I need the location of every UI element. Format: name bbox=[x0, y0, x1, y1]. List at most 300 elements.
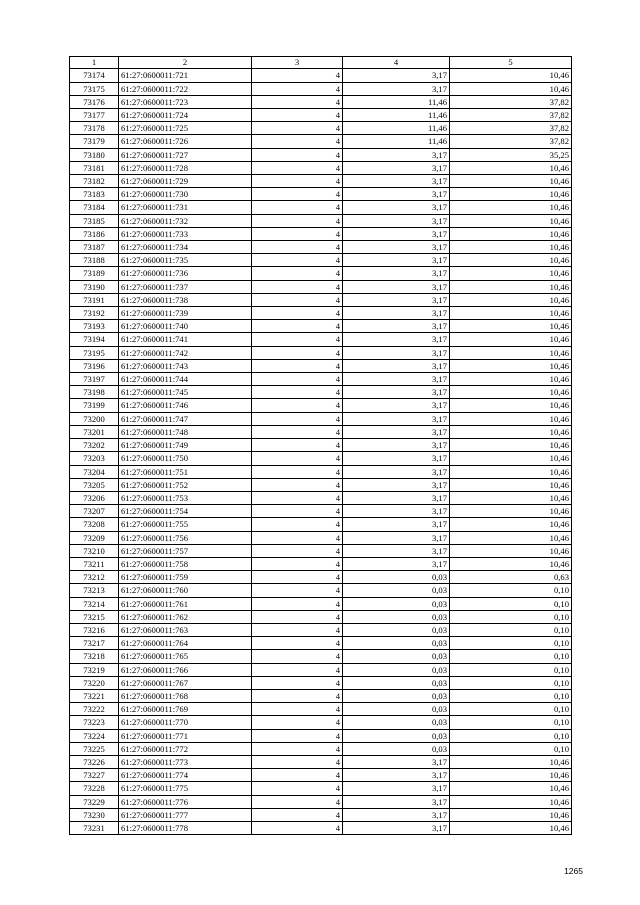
column-3-cell: 4 bbox=[252, 307, 343, 320]
column-4-cell: 0,03 bbox=[343, 663, 450, 676]
column-4-cell: 3,17 bbox=[343, 280, 450, 293]
table-row bbox=[70, 544, 572, 557]
column-5-cell: 10,46 bbox=[450, 505, 572, 518]
cadastral-number-cell: 61:27:0600011:775 bbox=[119, 782, 252, 795]
cadastral-number-cell: 61:27:0600011:769 bbox=[119, 703, 252, 716]
column-3-cell: 4 bbox=[252, 742, 343, 755]
row-number-cell: 73178 bbox=[70, 122, 119, 135]
row-number-cell: 73229 bbox=[70, 795, 119, 808]
row-number-cell: 73209 bbox=[70, 531, 119, 544]
cadastral-number-cell: 61:27:0600011:756 bbox=[119, 531, 252, 544]
table-row bbox=[70, 505, 572, 518]
column-5-cell: 10,46 bbox=[450, 373, 572, 386]
cadastral-number-cell: 61:27:0600011:760 bbox=[119, 584, 252, 597]
column-4-cell: 3,17 bbox=[343, 491, 450, 504]
column-5-cell: 10,46 bbox=[450, 267, 572, 280]
column-4-cell: 11,46 bbox=[343, 109, 450, 122]
cadastral-number-cell: 61:27:0600011:773 bbox=[119, 755, 252, 768]
row-number-cell: 73207 bbox=[70, 505, 119, 518]
column-4-cell: 0,03 bbox=[343, 703, 450, 716]
table-row bbox=[70, 175, 572, 188]
column-3-cell: 4 bbox=[252, 676, 343, 689]
table-row bbox=[70, 412, 572, 425]
column-5-cell: 10,46 bbox=[450, 557, 572, 570]
column-5-cell: 0,10 bbox=[450, 597, 572, 610]
table-row bbox=[70, 808, 572, 821]
table-row bbox=[70, 346, 572, 359]
row-number-cell: 73188 bbox=[70, 254, 119, 267]
table-row bbox=[70, 439, 572, 452]
row-number-cell: 73227 bbox=[70, 769, 119, 782]
column-5-cell: 10,46 bbox=[450, 346, 572, 359]
column-4-cell: 0,03 bbox=[343, 676, 450, 689]
column-header: 4 bbox=[343, 57, 450, 69]
table-row bbox=[70, 689, 572, 702]
column-5-cell: 10,46 bbox=[450, 465, 572, 478]
column-3-cell: 4 bbox=[252, 69, 343, 82]
table-row bbox=[70, 95, 572, 108]
column-5-cell: 10,46 bbox=[450, 755, 572, 768]
column-5-cell: 0,10 bbox=[450, 663, 572, 676]
column-5-cell: 37,82 bbox=[450, 135, 572, 148]
table-row bbox=[70, 755, 572, 768]
table-row bbox=[70, 491, 572, 504]
column-5-cell: 0,10 bbox=[450, 729, 572, 742]
row-number-cell: 73231 bbox=[70, 821, 119, 834]
row-number-cell: 73192 bbox=[70, 307, 119, 320]
cadastral-number-cell: 61:27:0600011:742 bbox=[119, 346, 252, 359]
column-5-cell: 37,82 bbox=[450, 109, 572, 122]
column-5-cell: 10,46 bbox=[450, 254, 572, 267]
column-4-cell: 3,17 bbox=[343, 241, 450, 254]
column-5-cell: 10,46 bbox=[450, 241, 572, 254]
cadastral-number-cell: 61:27:0600011:730 bbox=[119, 188, 252, 201]
cadastral-number-cell: 61:27:0600011:764 bbox=[119, 637, 252, 650]
row-number-cell: 73211 bbox=[70, 557, 119, 570]
table-row bbox=[70, 716, 572, 729]
row-number-cell: 73202 bbox=[70, 439, 119, 452]
column-3-cell: 4 bbox=[252, 795, 343, 808]
cadastral-number-cell: 61:27:0600011:744 bbox=[119, 373, 252, 386]
cadastral-number-cell: 61:27:0600011:761 bbox=[119, 597, 252, 610]
row-number-cell: 73213 bbox=[70, 584, 119, 597]
cadastral-number-cell: 61:27:0600011:732 bbox=[119, 214, 252, 227]
column-5-cell: 10,46 bbox=[450, 293, 572, 306]
column-3-cell: 4 bbox=[252, 623, 343, 636]
table-row bbox=[70, 557, 572, 570]
cadastral-number-cell: 61:27:0600011:752 bbox=[119, 478, 252, 491]
column-5-cell: 37,82 bbox=[450, 122, 572, 135]
column-header: 5 bbox=[450, 57, 572, 69]
column-5-cell: 0,63 bbox=[450, 571, 572, 584]
column-3-cell: 4 bbox=[252, 254, 343, 267]
table-row bbox=[70, 359, 572, 372]
column-4-cell: 3,17 bbox=[343, 267, 450, 280]
column-5-cell: 0,10 bbox=[450, 716, 572, 729]
row-number-cell: 73203 bbox=[70, 452, 119, 465]
table-row bbox=[70, 333, 572, 346]
row-number-cell: 73217 bbox=[70, 637, 119, 650]
cadastral-number-cell: 61:27:0600011:762 bbox=[119, 610, 252, 623]
row-number-cell: 73175 bbox=[70, 82, 119, 95]
column-5-cell: 0,10 bbox=[450, 584, 572, 597]
column-3-cell: 4 bbox=[252, 346, 343, 359]
column-3-cell: 4 bbox=[252, 280, 343, 293]
column-5-cell: 10,46 bbox=[450, 333, 572, 346]
column-3-cell: 4 bbox=[252, 227, 343, 240]
cadastral-number-cell: 61:27:0600011:753 bbox=[119, 491, 252, 504]
column-3-cell: 4 bbox=[252, 82, 343, 95]
column-3-cell: 4 bbox=[252, 650, 343, 663]
column-4-cell: 3,17 bbox=[343, 465, 450, 478]
column-5-cell: 10,46 bbox=[450, 175, 572, 188]
column-4-cell: 0,03 bbox=[343, 571, 450, 584]
column-5-cell: 10,46 bbox=[450, 795, 572, 808]
column-3-cell: 4 bbox=[252, 637, 343, 650]
column-5-cell: 10,46 bbox=[450, 82, 572, 95]
cadastral-number-cell: 61:27:0600011:777 bbox=[119, 808, 252, 821]
column-4-cell: 3,17 bbox=[343, 425, 450, 438]
column-4-cell: 3,17 bbox=[343, 320, 450, 333]
cadastral-number-cell: 61:27:0600011:727 bbox=[119, 148, 252, 161]
column-5-cell: 10,46 bbox=[450, 161, 572, 174]
column-4-cell: 3,17 bbox=[343, 373, 450, 386]
table-row bbox=[70, 597, 572, 610]
column-4-cell: 0,03 bbox=[343, 729, 450, 742]
cadastral-number-cell: 61:27:0600011:747 bbox=[119, 412, 252, 425]
row-number-cell: 73199 bbox=[70, 399, 119, 412]
column-3-cell: 4 bbox=[252, 399, 343, 412]
table-row bbox=[70, 518, 572, 531]
column-3-cell: 4 bbox=[252, 439, 343, 452]
table-row bbox=[70, 241, 572, 254]
column-5-cell: 10,46 bbox=[450, 478, 572, 491]
column-3-cell: 4 bbox=[252, 452, 343, 465]
column-4-cell: 0,03 bbox=[343, 584, 450, 597]
column-5-cell: 0,10 bbox=[450, 623, 572, 636]
column-4-cell: 3,17 bbox=[343, 386, 450, 399]
table-row bbox=[70, 109, 572, 122]
row-number-cell: 73200 bbox=[70, 412, 119, 425]
column-3-cell: 4 bbox=[252, 373, 343, 386]
column-3-cell: 4 bbox=[252, 386, 343, 399]
column-5-cell: 10,46 bbox=[450, 227, 572, 240]
column-4-cell: 3,17 bbox=[343, 82, 450, 95]
table-row bbox=[70, 663, 572, 676]
cadastral-number-cell: 61:27:0600011:767 bbox=[119, 676, 252, 689]
cadastral-number-cell: 61:27:0600011:771 bbox=[119, 729, 252, 742]
row-number-cell: 73218 bbox=[70, 650, 119, 663]
column-4-cell: 3,17 bbox=[343, 293, 450, 306]
row-number-cell: 73210 bbox=[70, 544, 119, 557]
column-4-cell: 3,17 bbox=[343, 333, 450, 346]
column-5-cell: 0,10 bbox=[450, 676, 572, 689]
column-4-cell: 11,46 bbox=[343, 95, 450, 108]
row-number-cell: 73226 bbox=[70, 755, 119, 768]
column-5-cell: 10,46 bbox=[450, 201, 572, 214]
column-3-cell: 4 bbox=[252, 95, 343, 108]
table-row bbox=[70, 386, 572, 399]
cadastral-number-cell: 61:27:0600011:748 bbox=[119, 425, 252, 438]
table-row bbox=[70, 201, 572, 214]
column-5-cell: 0,10 bbox=[450, 703, 572, 716]
table-row bbox=[70, 320, 572, 333]
row-number-cell: 73183 bbox=[70, 188, 119, 201]
column-3-cell: 4 bbox=[252, 188, 343, 201]
table-row bbox=[70, 584, 572, 597]
row-number-cell: 73190 bbox=[70, 280, 119, 293]
cadastral-number-cell: 61:27:0600011:728 bbox=[119, 161, 252, 174]
column-3-cell: 4 bbox=[252, 584, 343, 597]
column-5-cell: 0,10 bbox=[450, 742, 572, 755]
table-row bbox=[70, 69, 572, 82]
column-4-cell: 0,03 bbox=[343, 623, 450, 636]
cadastral-number-cell: 61:27:0600011:768 bbox=[119, 689, 252, 702]
cadastral-number-cell: 61:27:0600011:725 bbox=[119, 122, 252, 135]
column-header: 1 bbox=[70, 57, 119, 69]
column-4-cell: 3,17 bbox=[343, 808, 450, 821]
row-number-cell: 73195 bbox=[70, 346, 119, 359]
table-row bbox=[70, 821, 572, 834]
column-4-cell: 0,03 bbox=[343, 716, 450, 729]
table-row bbox=[70, 307, 572, 320]
column-4-cell: 3,17 bbox=[343, 769, 450, 782]
table-row bbox=[70, 135, 572, 148]
column-4-cell: 3,17 bbox=[343, 69, 450, 82]
table-row bbox=[70, 214, 572, 227]
column-3-cell: 4 bbox=[252, 557, 343, 570]
row-number-cell: 73191 bbox=[70, 293, 119, 306]
cadastral-number-cell: 61:27:0600011:758 bbox=[119, 557, 252, 570]
table-row bbox=[70, 623, 572, 636]
cadastral-number-cell: 61:27:0600011:755 bbox=[119, 518, 252, 531]
row-number-cell: 73222 bbox=[70, 703, 119, 716]
column-3-cell: 4 bbox=[252, 241, 343, 254]
column-4-cell: 3,17 bbox=[343, 148, 450, 161]
column-4-cell: 3,17 bbox=[343, 518, 450, 531]
column-4-cell: 3,17 bbox=[343, 755, 450, 768]
row-number-cell: 73184 bbox=[70, 201, 119, 214]
row-number-cell: 73196 bbox=[70, 359, 119, 372]
column-4-cell: 0,03 bbox=[343, 689, 450, 702]
column-3-cell: 4 bbox=[252, 267, 343, 280]
column-5-cell: 10,46 bbox=[450, 320, 572, 333]
column-4-cell: 3,17 bbox=[343, 346, 450, 359]
column-3-cell: 4 bbox=[252, 478, 343, 491]
row-number-cell: 73185 bbox=[70, 214, 119, 227]
column-4-cell: 3,17 bbox=[343, 254, 450, 267]
column-3-cell: 4 bbox=[252, 293, 343, 306]
column-5-cell: 10,46 bbox=[450, 280, 572, 293]
row-number-cell: 73181 bbox=[70, 161, 119, 174]
column-3-cell: 4 bbox=[252, 544, 343, 557]
column-4-cell: 0,03 bbox=[343, 610, 450, 623]
cadastral-number-cell: 61:27:0600011:759 bbox=[119, 571, 252, 584]
column-5-cell: 0,10 bbox=[450, 610, 572, 623]
column-3-cell: 4 bbox=[252, 109, 343, 122]
row-number-cell: 73215 bbox=[70, 610, 119, 623]
column-3-cell: 4 bbox=[252, 425, 343, 438]
column-5-cell: 37,82 bbox=[450, 95, 572, 108]
column-4-cell: 3,17 bbox=[343, 359, 450, 372]
cadastral-number-cell: 61:27:0600011:763 bbox=[119, 623, 252, 636]
row-number-cell: 73177 bbox=[70, 109, 119, 122]
table-row bbox=[70, 280, 572, 293]
cadastral-number-cell: 61:27:0600011:751 bbox=[119, 465, 252, 478]
row-number-cell: 73179 bbox=[70, 135, 119, 148]
table-row bbox=[70, 148, 572, 161]
cadastral-number-cell: 61:27:0600011:772 bbox=[119, 742, 252, 755]
table-row bbox=[70, 478, 572, 491]
row-number-cell: 73228 bbox=[70, 782, 119, 795]
column-5-cell: 0,10 bbox=[450, 689, 572, 702]
column-5-cell: 10,46 bbox=[450, 782, 572, 795]
table-row bbox=[70, 227, 572, 240]
cadastral-number-cell: 61:27:0600011:733 bbox=[119, 227, 252, 240]
row-number-cell: 73201 bbox=[70, 425, 119, 438]
cadastral-number-cell: 61:27:0600011:739 bbox=[119, 307, 252, 320]
column-4-cell: 3,17 bbox=[343, 505, 450, 518]
table-row bbox=[70, 637, 572, 650]
column-3-cell: 4 bbox=[252, 821, 343, 834]
column-4-cell: 3,17 bbox=[343, 782, 450, 795]
column-3-cell: 4 bbox=[252, 663, 343, 676]
data-table bbox=[69, 56, 572, 835]
column-3-cell: 4 bbox=[252, 214, 343, 227]
row-number-cell: 73186 bbox=[70, 227, 119, 240]
column-5-cell: 10,46 bbox=[450, 412, 572, 425]
table-row bbox=[70, 531, 572, 544]
table-row bbox=[70, 122, 572, 135]
column-3-cell: 4 bbox=[252, 333, 343, 346]
row-number-cell: 73206 bbox=[70, 491, 119, 504]
cadastral-number-cell: 61:27:0600011:726 bbox=[119, 135, 252, 148]
row-number-cell: 73176 bbox=[70, 95, 119, 108]
row-number-cell: 73225 bbox=[70, 742, 119, 755]
column-5-cell: 10,46 bbox=[450, 544, 572, 557]
table-row bbox=[70, 161, 572, 174]
column-3-cell: 4 bbox=[252, 782, 343, 795]
cadastral-number-cell: 61:27:0600011:722 bbox=[119, 82, 252, 95]
cadastral-number-cell: 61:27:0600011:731 bbox=[119, 201, 252, 214]
cadastral-number-cell: 61:27:0600011:774 bbox=[119, 769, 252, 782]
cadastral-number-cell: 61:27:0600011:736 bbox=[119, 267, 252, 280]
cadastral-number-cell: 61:27:0600011:721 bbox=[119, 69, 252, 82]
cadastral-number-cell: 61:27:0600011:740 bbox=[119, 320, 252, 333]
column-3-cell: 4 bbox=[252, 161, 343, 174]
column-3-cell: 4 bbox=[252, 729, 343, 742]
column-header: 2 bbox=[119, 57, 252, 69]
table-row bbox=[70, 254, 572, 267]
column-4-cell: 0,03 bbox=[343, 597, 450, 610]
row-number-cell: 73187 bbox=[70, 241, 119, 254]
column-3-cell: 4 bbox=[252, 769, 343, 782]
row-number-cell: 73189 bbox=[70, 267, 119, 280]
cadastral-number-cell: 61:27:0600011:766 bbox=[119, 663, 252, 676]
column-4-cell: 11,46 bbox=[343, 135, 450, 148]
column-5-cell: 10,46 bbox=[450, 518, 572, 531]
cadastral-number-cell: 61:27:0600011:778 bbox=[119, 821, 252, 834]
column-5-cell: 10,46 bbox=[450, 386, 572, 399]
column-4-cell: 3,17 bbox=[343, 531, 450, 544]
row-number-cell: 73194 bbox=[70, 333, 119, 346]
column-3-cell: 4 bbox=[252, 135, 343, 148]
column-4-cell: 3,17 bbox=[343, 544, 450, 557]
row-number-cell: 73204 bbox=[70, 465, 119, 478]
column-4-cell: 3,17 bbox=[343, 161, 450, 174]
column-4-cell: 3,17 bbox=[343, 412, 450, 425]
row-number-cell: 73182 bbox=[70, 175, 119, 188]
row-number-cell: 73220 bbox=[70, 676, 119, 689]
column-4-cell: 3,17 bbox=[343, 307, 450, 320]
table-header-row bbox=[70, 57, 572, 69]
column-5-cell: 10,46 bbox=[450, 439, 572, 452]
column-header: 3 bbox=[252, 57, 343, 69]
column-5-cell: 10,46 bbox=[450, 307, 572, 320]
column-3-cell: 4 bbox=[252, 703, 343, 716]
column-5-cell: 10,46 bbox=[450, 188, 572, 201]
cadastral-number-cell: 61:27:0600011:729 bbox=[119, 175, 252, 188]
cadastral-number-cell: 61:27:0600011:723 bbox=[119, 95, 252, 108]
cadastral-number-cell: 61:27:0600011:776 bbox=[119, 795, 252, 808]
column-3-cell: 4 bbox=[252, 518, 343, 531]
column-5-cell: 10,46 bbox=[450, 821, 572, 834]
column-4-cell: 11,46 bbox=[343, 122, 450, 135]
table-row bbox=[70, 571, 572, 584]
column-5-cell: 10,46 bbox=[450, 359, 572, 372]
column-5-cell: 0,10 bbox=[450, 650, 572, 663]
column-4-cell: 3,17 bbox=[343, 175, 450, 188]
row-number-cell: 73214 bbox=[70, 597, 119, 610]
table-row bbox=[70, 676, 572, 689]
column-3-cell: 4 bbox=[252, 571, 343, 584]
table-row bbox=[70, 610, 572, 623]
row-number-cell: 73212 bbox=[70, 571, 119, 584]
row-number-cell: 73174 bbox=[70, 69, 119, 82]
cadastral-number-cell: 61:27:0600011:770 bbox=[119, 716, 252, 729]
table-row bbox=[70, 650, 572, 663]
column-3-cell: 4 bbox=[252, 320, 343, 333]
column-3-cell: 4 bbox=[252, 597, 343, 610]
column-3-cell: 4 bbox=[252, 716, 343, 729]
table-row bbox=[70, 769, 572, 782]
table-row bbox=[70, 82, 572, 95]
table-row bbox=[70, 452, 572, 465]
table-row bbox=[70, 729, 572, 742]
row-number-cell: 73230 bbox=[70, 808, 119, 821]
cadastral-number-cell: 61:27:0600011:743 bbox=[119, 359, 252, 372]
column-4-cell: 3,17 bbox=[343, 478, 450, 491]
column-5-cell: 10,46 bbox=[450, 69, 572, 82]
column-4-cell: 3,17 bbox=[343, 821, 450, 834]
page-number: 1265 bbox=[564, 866, 583, 876]
cadastral-number-cell: 61:27:0600011:765 bbox=[119, 650, 252, 663]
column-5-cell: 10,46 bbox=[450, 769, 572, 782]
column-3-cell: 4 bbox=[252, 201, 343, 214]
row-number-cell: 73224 bbox=[70, 729, 119, 742]
row-number-cell: 73221 bbox=[70, 689, 119, 702]
cadastral-number-cell: 61:27:0600011:746 bbox=[119, 399, 252, 412]
column-4-cell: 3,17 bbox=[343, 557, 450, 570]
table-row bbox=[70, 795, 572, 808]
table-row bbox=[70, 465, 572, 478]
column-5-cell: 10,46 bbox=[450, 491, 572, 504]
row-number-cell: 73205 bbox=[70, 478, 119, 491]
cadastral-number-cell: 61:27:0600011:749 bbox=[119, 439, 252, 452]
column-3-cell: 4 bbox=[252, 689, 343, 702]
table-row bbox=[70, 782, 572, 795]
column-3-cell: 4 bbox=[252, 122, 343, 135]
